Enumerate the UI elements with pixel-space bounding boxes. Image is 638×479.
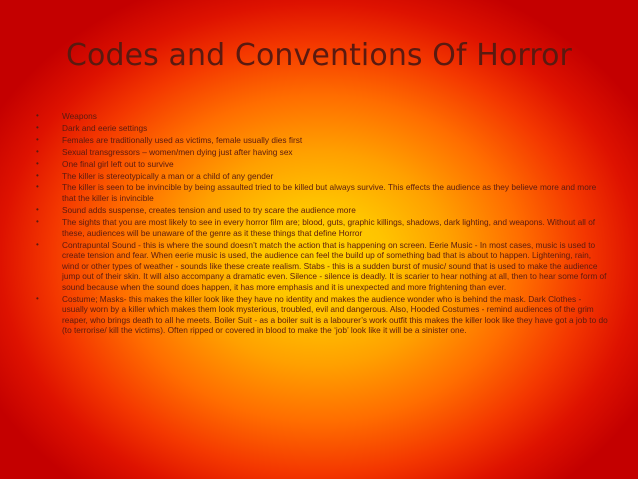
- bullet-marker: •: [36, 217, 39, 227]
- bullet-text: Costume; Masks- this makes the killer look like they have no identity and makes the audience wonder who is behind the mask. Dark Clothes - usually worn by a killer which makes them look mysterious, troubled, evil and dangerous. Also, Hooded Costumes - remind audiences of the grim reaper, who brings death to all he meets. Boiler Suit - as a boiler suit is a labourer’s work outfit this makes the killer look like they have got a job to do (to terrorise/ kill the victims). Often ripped or covered in blood to make the ‘job’ look like it will be a sinister one.: [62, 294, 608, 336]
- bullet-item: [36, 111, 608, 121]
- bullet-marker: •: [36, 182, 39, 192]
- bullet-item: [36, 217, 608, 238]
- bullet-item: [36, 135, 608, 145]
- bullet-item: [36, 123, 608, 133]
- bullet-marker: •: [36, 205, 39, 215]
- bullet-item: [36, 205, 608, 215]
- bullet-text: Contrapuntal Sound - this is where the sound doesn’t match the action that is happening on screen. Eerie Music - In most cases, music is used to create tension and fear. When eerie music is used, the audience can feel the build up of something bad that is about to happen. Lightening, rain, wind or other types of weather - sounds like these create realism. Stabs - this is a sudden burst of music/ sound that is used to make the audience jump out of their skin. It will also accompany a dramatic even. Silence - silence is deadly. It is scarier to hear nothing at all, then to hear some form of sound because when the sound does happen, it has more emphasis and it is unexpected and more frightening than ever.: [62, 239, 607, 292]
- bullet-text: Weapons: [62, 111, 97, 121]
- bullet-item: [36, 294, 608, 336]
- bullet-text: Females are traditionally used as victims, female usually dies first: [62, 134, 303, 145]
- bullet-text: Sexual transgressors – women/men dying just after having sex: [62, 146, 293, 157]
- bullet-text: Dark and eerie settings: [62, 122, 148, 133]
- bullet-marker: •: [36, 134, 39, 144]
- bullet-item: [36, 182, 608, 203]
- bullet-item: [36, 240, 608, 292]
- bullet-item: [36, 171, 608, 181]
- bullet-item: [36, 159, 608, 169]
- bullet-item: [36, 147, 608, 157]
- bullet-marker: •: [36, 122, 39, 132]
- bullet-text: Sound adds suspense, creates tension and used to try scare the audience more: [62, 205, 356, 216]
- slide-title: Codes and Conventions Of Horror: [65, 38, 572, 73]
- bullet-marker: •: [36, 158, 39, 168]
- bullet-marker: •: [36, 239, 39, 249]
- bullet-text: One final girl left out to survive: [62, 158, 174, 169]
- bullet-text: The sights that you are most likely to see in every horror film are; blood, guts, graphic killings, shadows, dark lighting, and weapons. Without all of these, audiences will be unaware of the genre as it these things that define Horror: [62, 217, 596, 238]
- bullet-text: The killer is seen to be invincible by being assaulted tried to be killed but always survive. This effects the audience as they believe more and more that the killer is invincible: [62, 182, 597, 203]
- bullet-list: [36, 111, 608, 338]
- bullet-marker: •: [36, 146, 39, 156]
- bullet-marker: •: [36, 111, 39, 120]
- bullet-marker: •: [36, 294, 39, 303]
- bullet-text: The killer is stereotypically a man or a child of any gender: [62, 170, 274, 181]
- bullet-marker: •: [36, 170, 39, 180]
